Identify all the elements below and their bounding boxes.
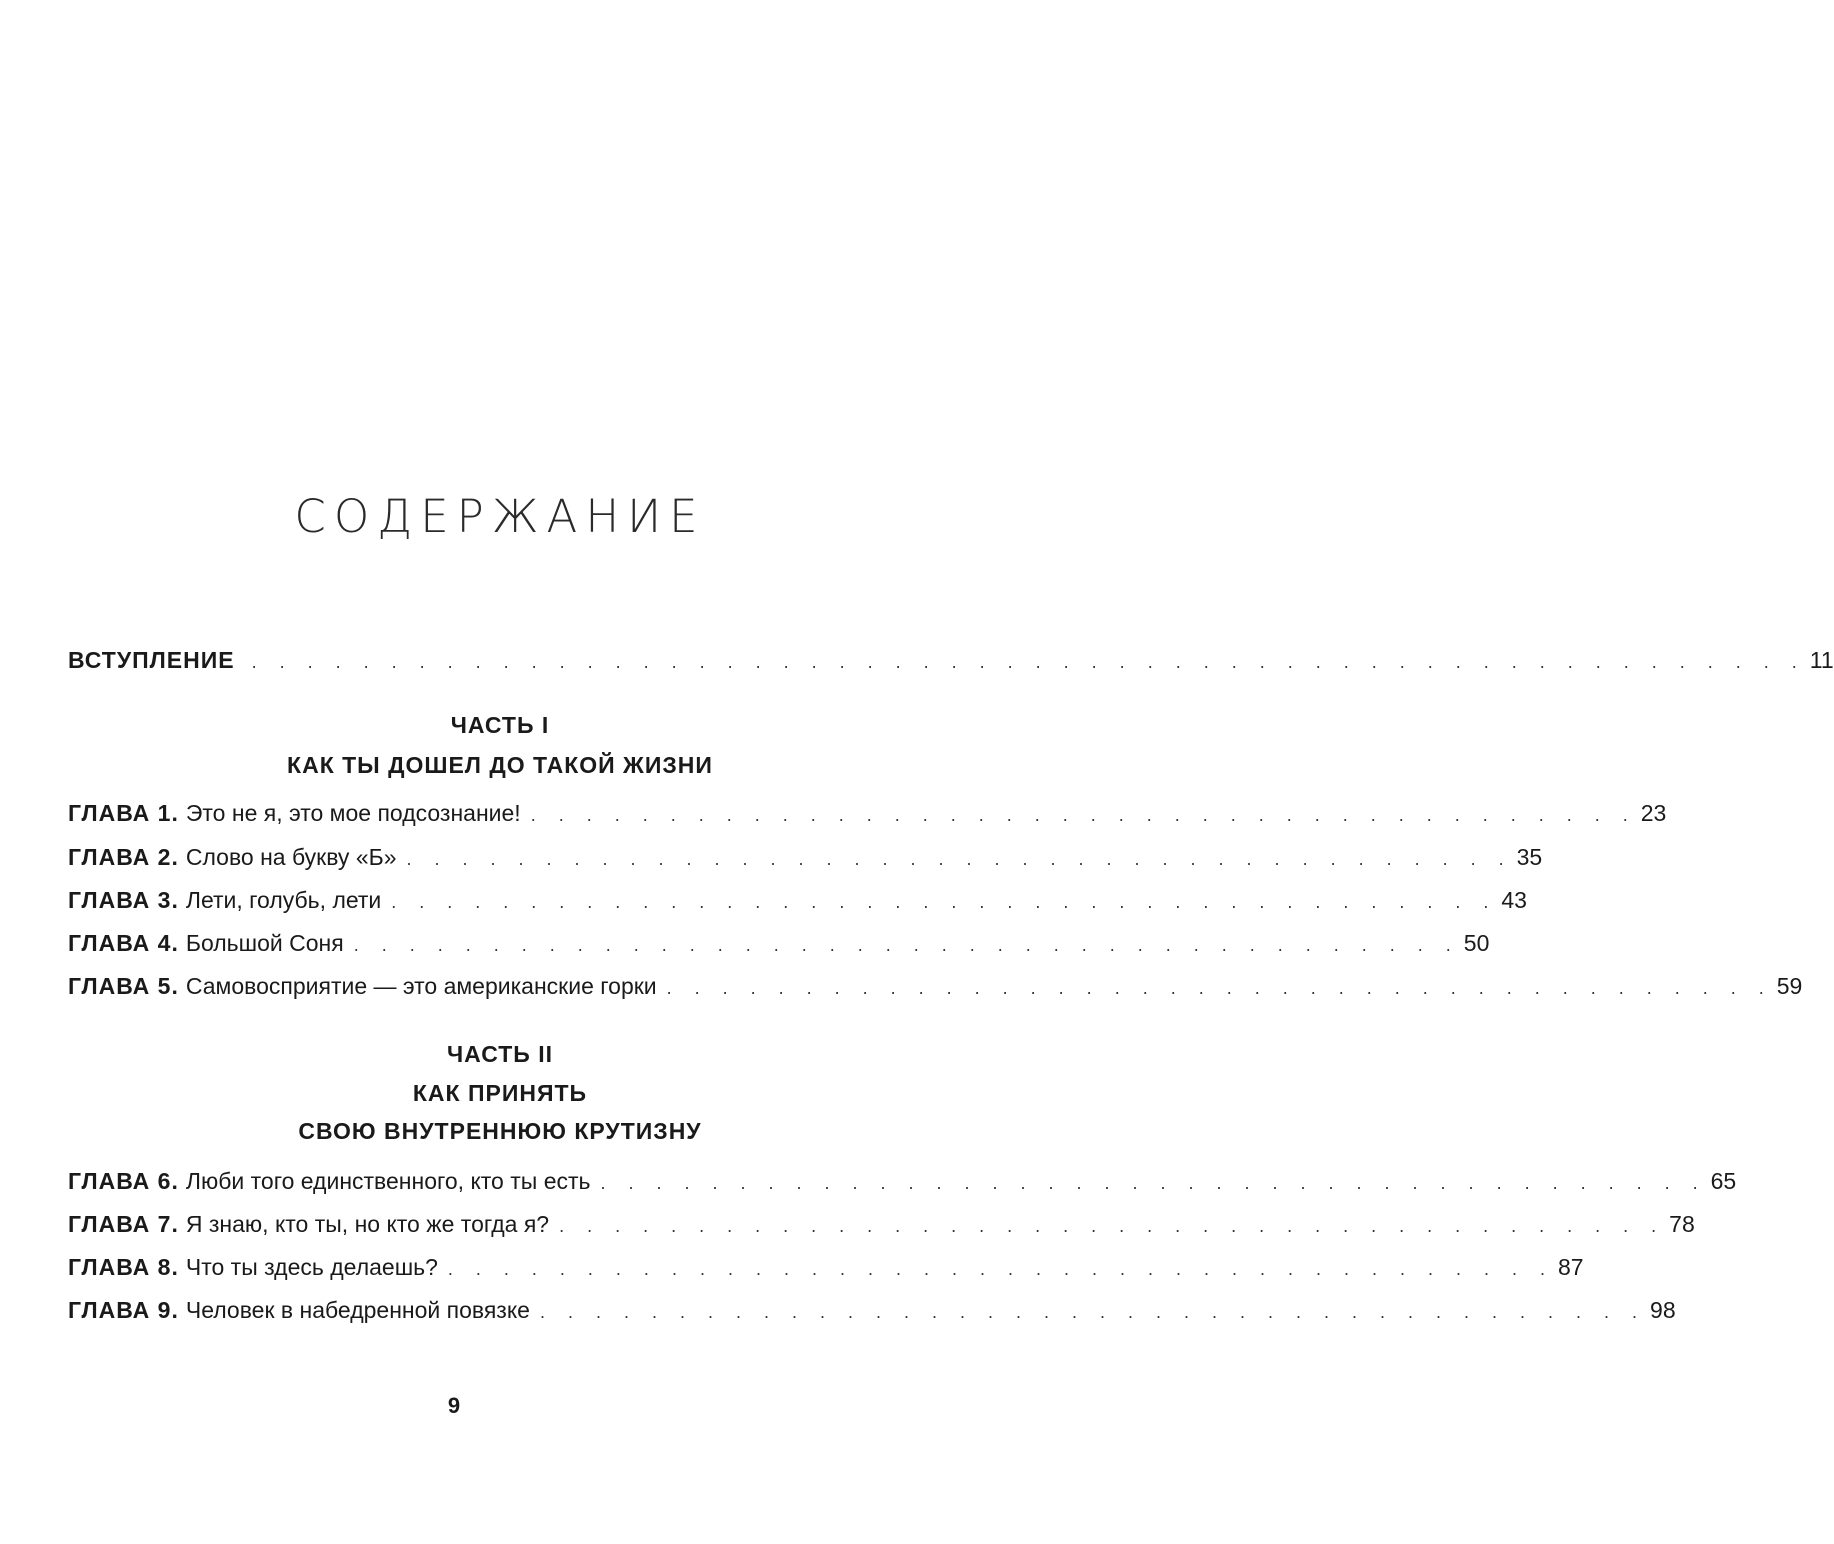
chapter-title: Я знаю, кто ты, но кто же тогда я? [185, 1211, 550, 1237]
dot-leader: . . . . . . . . . . . . . . . . . . . . . . . . . . . . . . . . . . . . . . . . [539, 1302, 1647, 1322]
part-1-subtitle: КАК ТЫ ДОШЕЛ ДО ТАКОЙ ЖИЗНИ [287, 752, 713, 778]
page-number: 9 [447, 1393, 461, 1418]
chapter-title: Самовосприятие — это американские горки [185, 973, 657, 999]
chapter-label: ГЛАВА 3. [68, 887, 179, 913]
chapter-title: Люби того единственного, кто ты есть [185, 1168, 591, 1194]
toc-entry-chapter-3 [68, 885, 1527, 917]
chapter-title: Большой Соня [185, 930, 344, 956]
toc-entry-chapter-1 [68, 798, 1667, 830]
toc-page-number: 50 [1463, 930, 1490, 956]
toc-page-number: 11 [1809, 647, 1834, 673]
toc-page-number: 98 [1650, 1297, 1676, 1323]
chapter-title: Слово на букву «Б» [185, 844, 397, 870]
chapter-label: ГЛАВА 6. [68, 1168, 179, 1194]
chapter-title: Это не я, это мое подсознание! [185, 800, 521, 826]
dot-leader: . . . . . . . . . . . . . . . . . . . . . . . . . . . . . . . . . . . . . . . . [666, 978, 1773, 998]
dot-leader: . . . . . . . . . . . . . . . . . . . . . . . . . . . . . . . . . . . . . . . . [391, 892, 1498, 912]
toc-entry-chapter-4 [68, 928, 1490, 960]
toc-page-number: 65 [1710, 1168, 1737, 1194]
part-2-subtitle-line-1: КАК ПРИНЯТЬ [412, 1080, 588, 1106]
toc-entry-chapter-7 [68, 1209, 1695, 1241]
toc-entry-chapter-2 [68, 842, 1543, 874]
toc-entry-chapter-6 [68, 1166, 1737, 1198]
toc-page-number: 23 [1640, 800, 1667, 826]
dot-leader: . . . . . . . . . . . . . . . . . . . . . . . . . . . . . . . . . . . . . . . . [447, 1259, 1554, 1279]
chapter-label: ГЛАВА 9. [68, 1297, 179, 1323]
toc-page-number: 43 [1501, 887, 1527, 913]
chapter-label: ГЛАВА 1. [68, 800, 179, 826]
chapter-label: ГЛАВА 8. [68, 1254, 179, 1280]
dot-leader: . . . . . . . . . . . . . . . . . . . . . . . . . . . . . . . . . . . . . . . . [600, 1173, 1707, 1193]
part-2-heading: ЧАСТЬ II [447, 1041, 553, 1067]
chapter-label: ГЛАВА 5. [68, 973, 179, 999]
toc-entry-chapter-9 [68, 1295, 1676, 1327]
dot-leader: . . . . . . . . . . . . . . . . . . . . . . . . . . . . . . . . . . . . . . . . [406, 849, 1513, 869]
toc-page-number: 87 [1558, 1254, 1584, 1280]
dot-leader: . . . . . . . . . . . . . . . . . . . . . . . . . . . . . . . . . . . . . . . . [559, 1216, 1666, 1236]
chapter-label: ГЛАВА 2. [68, 844, 179, 870]
toc-entry-chapter-8 [68, 1252, 1584, 1284]
dot-leader: . . . . . . . . . . . . . . . . . . . . . . . . . . . . . . . . . . . . . . . . . . . . . . . . . . . . . . . . [251, 652, 1806, 672]
chapter-title: Что ты здесь делаешь? [185, 1254, 438, 1280]
toc-page-number: 78 [1669, 1211, 1695, 1237]
toc-entry-chapter-5 [68, 971, 1803, 1003]
toc-page-number: 35 [1516, 844, 1543, 870]
chapter-label: ГЛАВА 4. [68, 930, 179, 956]
page-title: СОДЕРЖАНИЕ [294, 490, 706, 543]
dot-leader: . . . . . . . . . . . . . . . . . . . . . . . . . . . . . . . . . . . . . . . . [353, 935, 1460, 955]
part-1-heading: ЧАСТЬ I [450, 712, 550, 738]
toc-entry-intro [68, 645, 1834, 677]
dot-leader: . . . . . . . . . . . . . . . . . . . . . . . . . . . . . . . . . . . . . . . . [530, 805, 1637, 825]
part-2-subtitle-line-2: СВОЮ ВНУТРЕННЮЮ КРУТИЗНУ [298, 1118, 702, 1144]
chapter-title: Человек в набедренной повязке [185, 1297, 530, 1323]
toc-label: ВСТУПЛЕНИЕ [68, 647, 235, 673]
toc-page-number: 59 [1776, 973, 1803, 999]
chapter-label: ГЛАВА 7. [68, 1211, 179, 1237]
chapter-title: Лети, голубь, лети [185, 887, 382, 913]
